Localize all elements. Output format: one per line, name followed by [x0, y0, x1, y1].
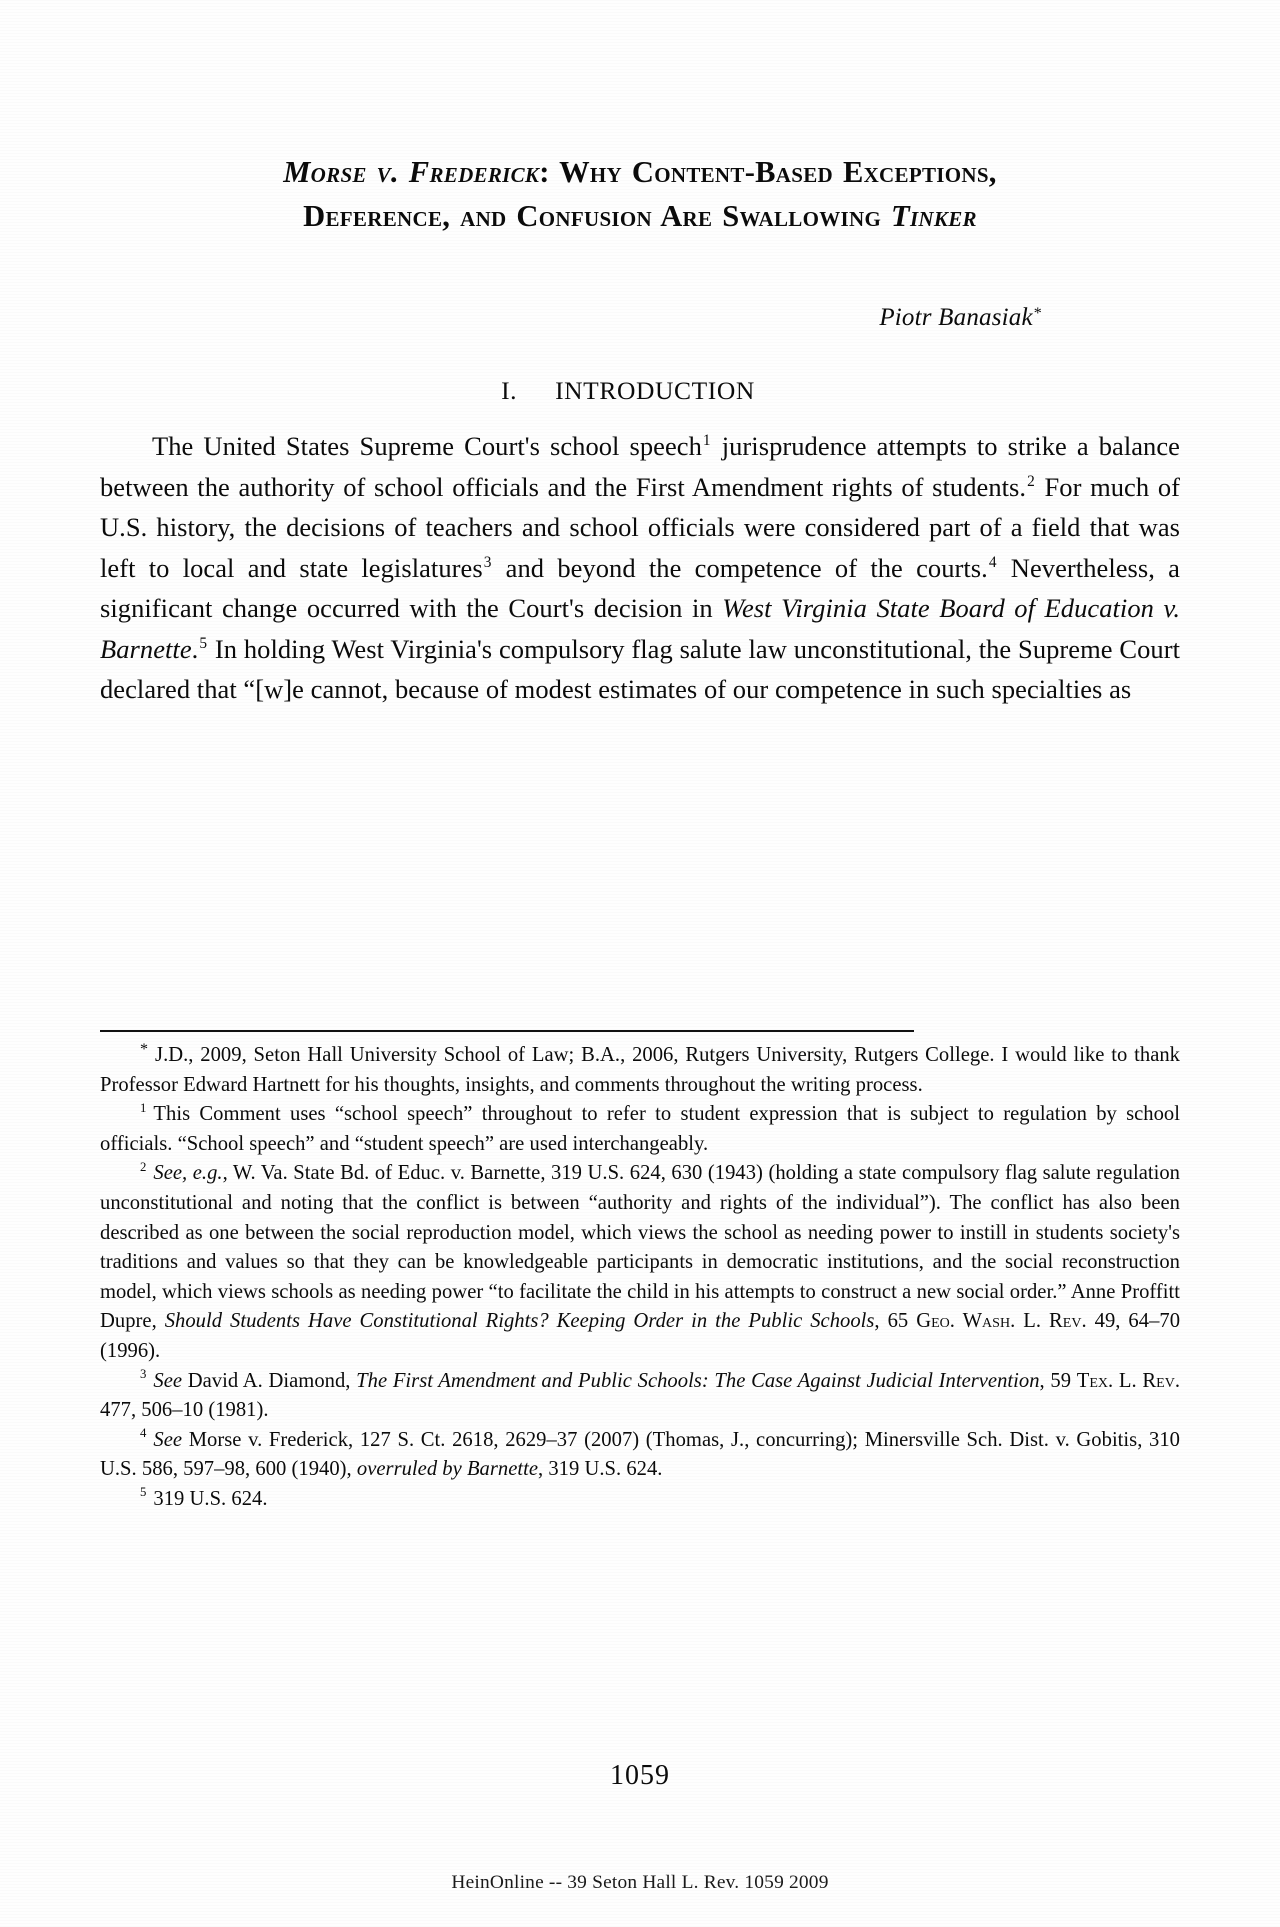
footnote-3-text-tail: , 59 [1039, 1369, 1077, 1392]
heinonline-footer: HeinOnline -- 39 Seton Hall L. Rev. 1059 2009 [451, 1872, 829, 1893]
footnote-3-journal: Tex. L. Rev. [1076, 1369, 1181, 1392]
body-seg-1: The United States Supreme Court's school speech [152, 431, 702, 461]
footnote-4-text-end: , 319 U.S. 624. [538, 1458, 663, 1481]
title-line-1-rest: : Why Content-Based Exceptions, [539, 155, 997, 189]
article-title-line-2 [122, 194, 1158, 238]
footnote-3-text-end: 477, 506–10 (1981). [100, 1399, 269, 1422]
footnote-separator-rule [100, 1030, 914, 1032]
footnote-3-text: David A. Diamond, [182, 1369, 357, 1392]
footnote-ref-2[interactable]: 2 [1027, 472, 1035, 490]
footnote-star [100, 1041, 1180, 1100]
body-seg-4: and beyond the competence of the courts. [492, 552, 988, 583]
author-byline [100, 304, 1180, 332]
footnote-5-text: 319 U.S. 624. [153, 1487, 268, 1510]
footnote-4-signal: See [153, 1428, 183, 1451]
title-case-name-morse: Morse v. Frederick [283, 155, 540, 189]
body-seg-7: In holding West Virginia's compulsory flag salute law unconstitutional, the Supreme Court declared that “[w]e cannot, because of modest estimates of our competence in such specialties as [100, 633, 1180, 704]
footnote-marker-2: 2 [140, 1159, 147, 1174]
footnote-ref-3[interactable]: 3 [483, 553, 492, 571]
title-case-name-tinker: Tinker [891, 199, 977, 233]
footnote-2-text-tail: , 65 [874, 1310, 917, 1333]
footnote-1-text: This Comment uses “school speech” throughout to refer to student expression that is subject to regulation by school officials. “School speech” and “student speech” are used interchangeably. [100, 1103, 1180, 1155]
footnote-1 [100, 1100, 1180, 1159]
footnote-ref-5[interactable]: 5 [199, 634, 208, 652]
footnote-4 [100, 1426, 1180, 1485]
body-seg-2: jurisprudence attempts to strike a balance between the authority of school officials and the First Amendment rights of students. [100, 431, 1180, 502]
page-content-column [100, 150, 1180, 710]
footnote-5 [100, 1485, 1180, 1515]
article-title-line-1 [122, 150, 1158, 194]
footnote-star-text: J.D., 2009, Seton Hall University School of Law; B.A., 2006, Rutgers University, Rutgers College. I would like to thank Professor Edward Hartnett for his thoughts, insights, and comments throughout the writing process. [100, 1044, 1180, 1096]
footnote-2-article-title: Should Students Have Constitutional Rights? Keeping Order in the Public Schools [164, 1310, 875, 1333]
body-seg-6: . [191, 633, 199, 664]
section-title: INTRODUCTION [555, 376, 755, 405]
article-title [100, 150, 1180, 238]
footnote-3 [100, 1367, 1180, 1426]
footnote-4-text: Morse v. Frederick, 127 S. Ct. 2618, 2629–37 (2007) (Thomas, J., concurring); Minersville Sch. Dist. v. Gobitis, 310 U.S. 586, 597–98, 600 (1940), [100, 1428, 1180, 1481]
footnote-ref-4[interactable]: 4 [988, 553, 997, 571]
footnote-4-overruled-by: overruled by Barnette [356, 1458, 539, 1481]
footnote-2 [100, 1159, 1180, 1366]
section-number: I. [501, 376, 518, 405]
footnote-section [100, 1030, 1180, 1515]
footnote-2-signal: See, e.g. [153, 1162, 223, 1185]
footnote-3-article-title: The First Amendment and Public Schools: The Case Against Judicial Intervention [356, 1369, 1040, 1392]
footnote-marker-star: * [140, 1040, 149, 1058]
author-footnote-marker: * [1033, 305, 1042, 322]
title-line-2-rest: Deference, and Confusion Are Swallowing [303, 199, 892, 233]
footnote-2-journal: Geo. Wash. L. Rev. [916, 1310, 1087, 1333]
author-name-text: Piotr Banasiak [879, 304, 1033, 331]
footnote-marker-1: 1 [140, 1100, 147, 1115]
footnote-marker-5: 5 [140, 1485, 147, 1500]
footnote-2-text-end: 49, 64–70 (1996). [100, 1310, 1181, 1362]
footnote-marker-3: 3 [140, 1367, 147, 1382]
footnote-3-signal: See [153, 1369, 183, 1392]
page-number: 1059 [610, 1760, 670, 1791]
footnote-2-text: , W. Va. State Bd. of Educ. v. Barnette, 319 U.S. 624, 630 (1943) (holding a state compulsory flag salute regulation unconstitutional and noting that the conflict is between “authority and rights of the individual”). The conflict has also been described as one between the social reproduction model, which views the school as needing power to instill in students society's traditions and values so that they can be knowledgeable participants in democratic institutions, and the social reconstruction model, which views schools as needing power “to facilitate the child in his attempts to construct a new social order.” Anne Proffitt Dupre, [100, 1162, 1181, 1333]
case-citation-barnette: West Virginia State Board of Education v. Barnette [100, 593, 1180, 664]
footnote-marker-4: 4 [140, 1426, 147, 1441]
body-paragraph-1 [100, 426, 1180, 710]
section-heading-introduction [100, 376, 1180, 406]
body-seg-3: For much of U.S. history, the decisions of teachers and school officials were considered part of a field that was left to local and state legislatures [100, 471, 1180, 583]
author-name [879, 304, 1042, 331]
body-seg-5: Nevertheless, a significant change occurred with the Court's decision in [100, 552, 1180, 623]
footnote-ref-1[interactable]: 1 [702, 432, 711, 450]
